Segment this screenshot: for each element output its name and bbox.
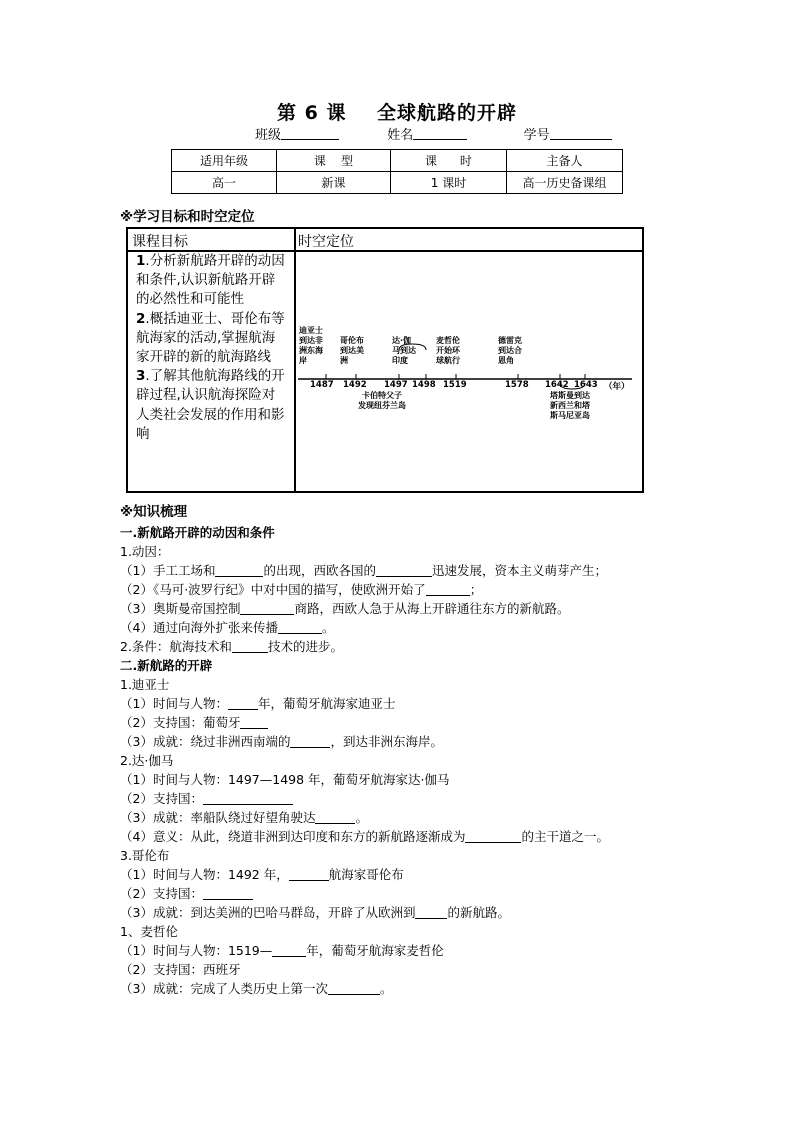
fill-in-blank[interactable]	[426, 582, 470, 596]
content-line	[120, 732, 680, 751]
line-text: 1.动因：	[120, 544, 170, 559]
content-line	[120, 618, 680, 637]
line-text: （1）时间与人物：	[120, 696, 228, 711]
objectives-header-row	[128, 229, 642, 252]
content-line	[120, 580, 680, 599]
timeline-year: 1578	[505, 380, 529, 390]
timeline-col-header: 时空定位	[298, 234, 354, 250]
line-text: ，到达非洲东海岸。	[330, 734, 443, 749]
section-heading-objectives: ※学习目标和时空定位	[120, 209, 255, 225]
timeline-year: 1492	[343, 380, 367, 390]
info-header-cell: 适用年级	[172, 150, 277, 172]
fill-in-blank[interactable]	[232, 639, 268, 653]
fill-in-blank[interactable]	[240, 715, 268, 729]
fill-in-blank[interactable]	[278, 620, 322, 634]
line-text: 的主干道之一。	[521, 829, 609, 844]
timeline-diagram	[296, 252, 644, 493]
class-field[interactable]	[281, 127, 339, 140]
content-line	[120, 903, 680, 922]
objective-item: 2.概括迪亚士、哥伦布等航海家的活动,掌握航海家开辟的新的航海路线	[136, 310, 285, 366]
line-text: （3）成就：绕过非洲西南端的	[120, 734, 291, 749]
content-line	[120, 941, 680, 960]
content-line	[120, 827, 680, 846]
content-line	[120, 694, 680, 713]
page-title: 第 6 课 全球航路的开辟	[277, 102, 517, 124]
line-text: （1）时间与人物：1519—	[120, 943, 273, 958]
line-text: 的新航路。	[447, 905, 510, 920]
line-text: 。	[355, 810, 368, 825]
content-line	[120, 713, 680, 732]
content-line	[120, 542, 680, 561]
timeline-year: 1497	[384, 380, 408, 390]
line-text: 。	[321, 620, 335, 635]
fill-in-blank[interactable]	[376, 563, 432, 577]
info-table-header-row	[172, 150, 623, 172]
line-text: （2）支持国：	[120, 886, 203, 901]
line-text: 商路，西欧人急于从海上开辟通往东方的新航路。	[294, 601, 570, 616]
line-text: （2）《马可·波罗行纪》中对中国的描写，使欧洲开始了	[120, 582, 426, 597]
id-label: 学号	[523, 128, 550, 143]
fill-in-blank[interactable]	[272, 943, 306, 957]
timeline-event-label: 迪亚士 到达非 洲东海 岸	[299, 326, 323, 365]
objective-item: 3.了解其他航海路线的开辟过程,认识航海探险对人类社会发展的作用和影响	[136, 368, 285, 442]
timeline-year: 1487	[310, 380, 334, 390]
line-text: 迅速发展，资本主义萌芽产生；	[431, 563, 607, 578]
line-text: 年，葡萄牙航海家麦哲伦	[306, 943, 444, 958]
content-line	[120, 846, 680, 865]
line-text: （3）奥斯曼帝国控制	[120, 601, 241, 616]
fill-in-blank[interactable]	[228, 696, 258, 710]
info-header-cell: 课 型	[277, 150, 391, 172]
timeline-event-label: 麦哲伦 开始环 球航行	[436, 336, 460, 365]
id-field[interactable]	[550, 127, 612, 140]
fill-in-blank[interactable]	[289, 867, 329, 881]
line-text: 1、麦哲伦	[120, 924, 178, 939]
timeline-event-label: 哥伦布 到达美 洲	[340, 336, 364, 365]
fill-in-blank[interactable]	[240, 601, 294, 615]
info-header-cell: 课 时	[391, 150, 507, 172]
name-field[interactable]	[413, 127, 467, 140]
timeline-event-label: 达·伽 马到达 印度	[392, 336, 416, 365]
timeline-svg	[296, 252, 644, 493]
line-text: （1）时间与人物：1497—1498 年，葡萄牙航海家达·伽马	[120, 772, 450, 787]
fill-in-blank[interactable]	[465, 829, 521, 843]
fill-in-blank[interactable]	[203, 791, 293, 805]
content-line	[120, 789, 680, 808]
knowledge-content	[120, 523, 680, 998]
objectives-text	[136, 252, 286, 444]
header-fields	[255, 124, 612, 143]
line-text: ；	[469, 582, 483, 597]
content-line	[120, 675, 680, 694]
line-text: （1）手工工场和	[120, 563, 216, 578]
content-line	[120, 922, 680, 941]
objective-item: 1.分析新航路开辟的动因和条件,认识新航路开辟的必然性和可能性	[136, 253, 285, 308]
fill-in-blank[interactable]	[328, 981, 380, 995]
fill-in-blank[interactable]	[215, 563, 263, 577]
timeline-year: 1498	[412, 380, 436, 390]
content-line	[120, 561, 680, 580]
line-text: 1.迪亚士	[120, 677, 170, 692]
line-text: 航海家哥伦布	[328, 867, 404, 882]
timeline-event-label: 塔斯曼到达 新西兰和塔 斯马尼亚岛	[550, 391, 590, 420]
line-text: （3）成就：到达美洲的巴哈马群岛，开辟了从欧洲到	[120, 905, 416, 920]
line-text: （3）成就：率船队绕过好望角驶达	[120, 810, 316, 825]
content-line	[120, 751, 680, 770]
fill-in-blank[interactable]	[315, 810, 355, 824]
content-line	[120, 865, 680, 884]
line-text: 技术的进步。	[267, 639, 343, 654]
timeline-event-label: 卡伯特父子 发现纽芬兰岛	[358, 391, 406, 410]
line-text: （4）意义：从此，绕道非洲到达印度和东方的新航路逐渐成为	[120, 829, 466, 844]
line-text: 。	[379, 981, 393, 996]
line-text: （2）支持国：葡萄牙	[120, 715, 241, 730]
info-value-cell: 新课	[277, 172, 391, 194]
info-header-cell: 主备人	[507, 150, 623, 172]
fill-in-blank[interactable]	[290, 734, 330, 748]
timeline-year: 1519	[443, 380, 467, 390]
content-line	[120, 637, 680, 656]
info-value-cell: 1 课时	[391, 172, 507, 194]
objectives-col-header: 课程目标	[132, 234, 188, 250]
content-line	[120, 770, 680, 789]
content-line	[120, 808, 680, 827]
line-text: （2）支持国：	[120, 791, 203, 806]
timeline-year: 1642	[545, 380, 569, 390]
section-heading-knowledge: ※知识梳理	[120, 504, 188, 520]
content-line	[120, 979, 680, 998]
line-text: （1）时间与人物：1492 年，	[120, 867, 289, 882]
name-label: 姓名	[387, 128, 414, 143]
line-text: 2.达·伽马	[120, 753, 174, 768]
line-text: （2）支持国：西班牙	[120, 962, 241, 977]
objectives-box	[126, 227, 644, 493]
timeline-unit: （年）	[604, 382, 630, 392]
section-subheading: 一.新航路开辟的动因和条件	[120, 525, 275, 540]
fill-in-blank[interactable]	[415, 905, 447, 919]
line-text: （4）通过向海外扩张来传播	[120, 620, 278, 635]
content-line	[120, 960, 680, 979]
info-value-cell: 高一	[172, 172, 277, 194]
line-text: （3）成就：完成了人类历史上第一次	[120, 981, 328, 996]
fill-in-blank[interactable]	[203, 886, 253, 900]
info-value-cell: 高一历史备课组	[507, 172, 623, 194]
timeline-event-label: 德雷克 到达合 恩角	[498, 336, 522, 365]
class-label: 班级	[255, 128, 282, 143]
section-subheading: 二.新航路的开辟	[120, 658, 213, 673]
info-table	[171, 149, 623, 194]
line-text: 年，葡萄牙航海家迪亚士	[257, 696, 396, 711]
content-line	[120, 884, 680, 903]
info-table-value-row	[172, 172, 623, 194]
content-line	[120, 599, 680, 618]
line-text: 2.条件：航海技术和	[120, 639, 232, 654]
line-text: 3.哥伦布	[120, 848, 170, 863]
timeline-year: 1643	[574, 380, 598, 390]
line-text: 的出现，西欧各国的	[263, 563, 376, 578]
